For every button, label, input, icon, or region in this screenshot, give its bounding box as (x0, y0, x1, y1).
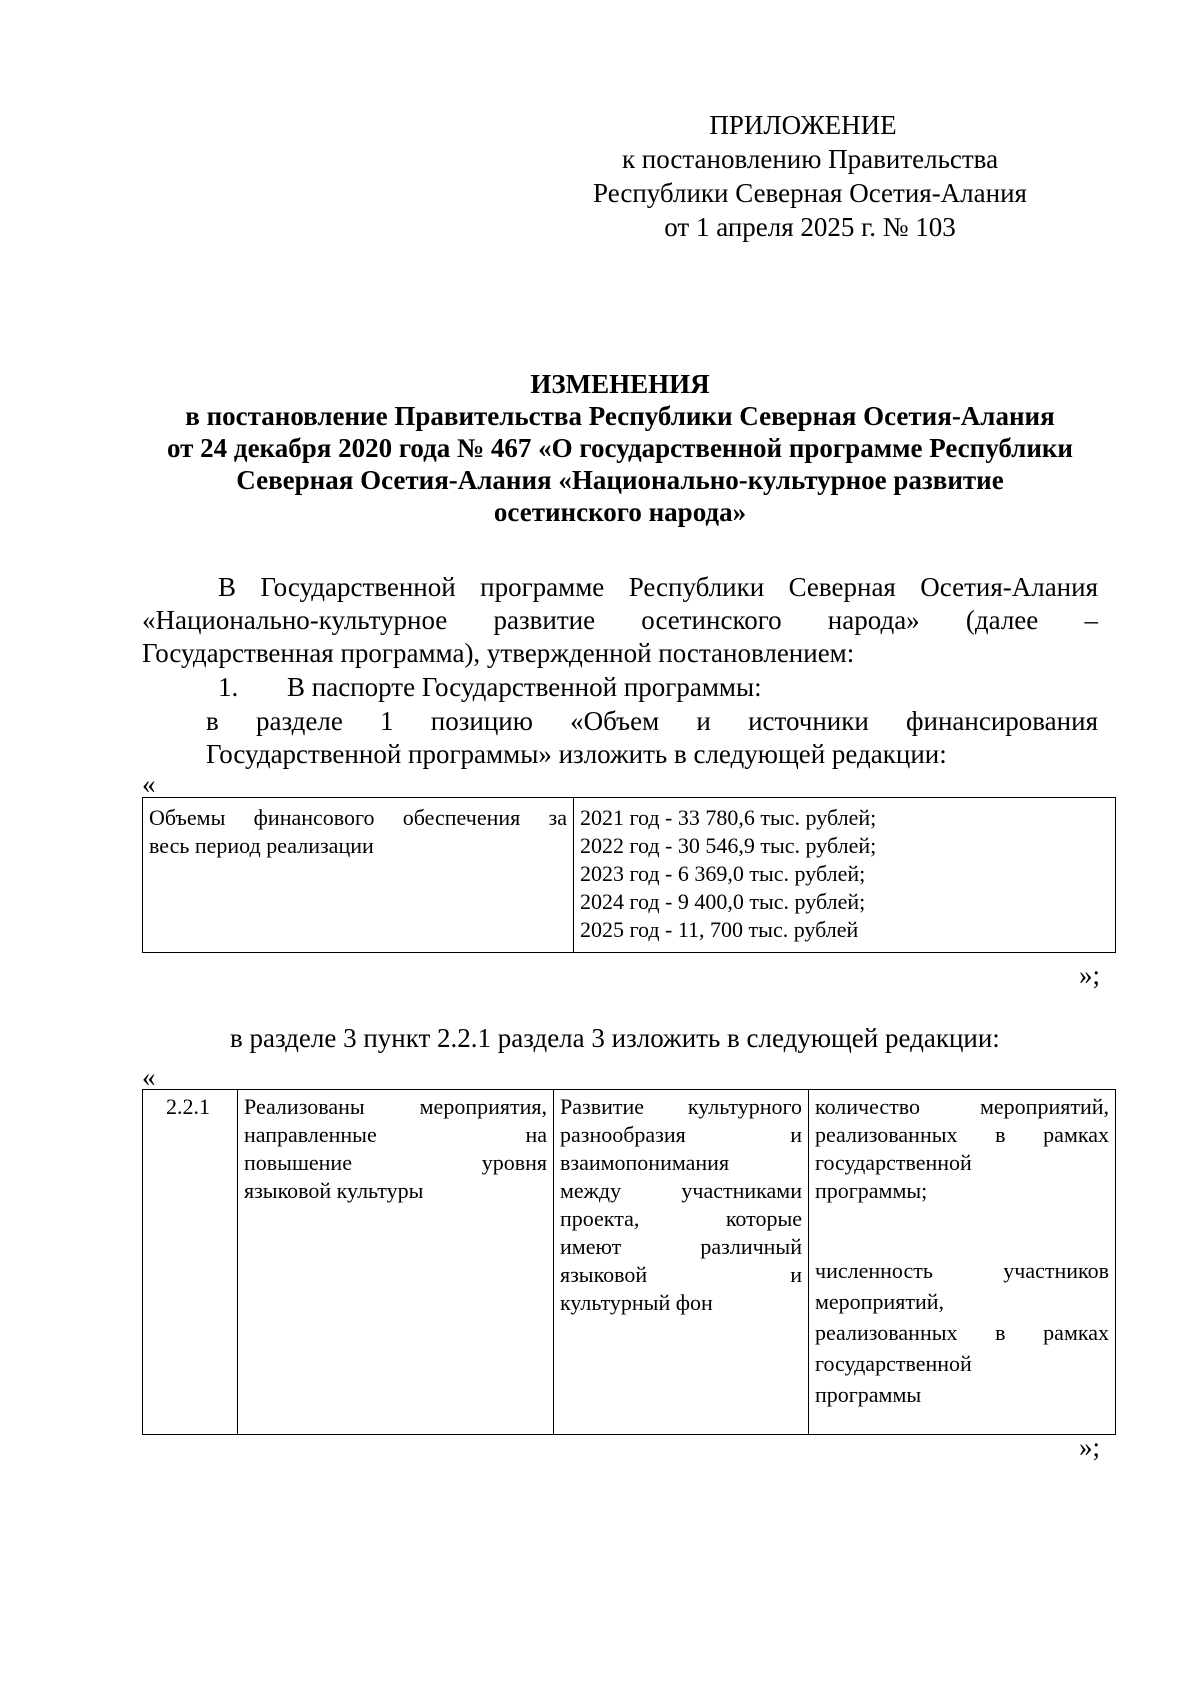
description-line-4: языковой культуры (244, 1178, 424, 1203)
intro-line-1: В Государственной программе Республики Северная Осетия-Алания (218, 572, 1098, 602)
appendix-line-1: к постановлению Правительства (621, 144, 999, 174)
appendix-block (560, 108, 1060, 244)
opening-quote-1: « (142, 769, 156, 799)
item-1-text: В паспорте Государственной программы: (287, 672, 762, 702)
description-line-3: повышение уровня (244, 1150, 547, 1175)
financing-values-cell (574, 798, 1116, 953)
heading-line-1: в постановление Правительства Республики Северная Осетия-Алания (185, 401, 1055, 431)
goal-line-2: разнообразия и (560, 1122, 802, 1147)
goal-line-4: между участниками (560, 1178, 802, 1203)
intro-paragraph (142, 571, 1098, 670)
indicator1-line-4: программы; (815, 1178, 928, 1203)
indicator-description-cell (238, 1090, 554, 1435)
heading-line-4: осетинского народа» (493, 497, 747, 527)
item-1-sub-line-1: в разделе 1 позицию «Объем и источники финансирования (206, 706, 1098, 736)
item-1-subparagraph (142, 705, 1098, 771)
item-1 (142, 671, 1098, 704)
goal-line-6: имеют различный (560, 1234, 802, 1259)
indicator1-line-3: государственной (815, 1150, 972, 1175)
opening-quote-2: « (142, 1062, 156, 1092)
financing-value-2024: 2024 год - 9 400,0 тыс. рублей; (580, 889, 866, 914)
description-line-2: направленные на (244, 1122, 547, 1147)
item-1-number: 1. (218, 672, 239, 702)
financing-table (142, 797, 1116, 953)
item-1-sub-line-2: Государственной программы» изложить в следующей редакции: (206, 739, 947, 769)
intro-line-2: «Национально-культурное развитие осетинского народа» (далее – (142, 605, 1098, 635)
appendix-line-2: Республики Северная Осетия-Алания (593, 178, 1027, 208)
financing-value-2025: 2025 год - 11, 700 тыс. рублей (580, 917, 859, 942)
appendix-title: ПРИЛОЖЕНИЕ (709, 110, 897, 140)
financing-label-line-2: весь период реализации (149, 833, 374, 858)
description-line-1: Реализованы мероприятия, (244, 1094, 547, 1119)
financing-label-cell (143, 798, 574, 953)
intro-line-3: Государственная программа), утвержденной постановлением: (142, 638, 855, 668)
heading-line-2: от 24 декабря 2020 года № 467 «О государственной программе Республики (167, 433, 1073, 463)
goal-line-7: языковой и (560, 1262, 802, 1287)
indicator2-line-1: численность участников (815, 1258, 1109, 1283)
goal-line-1: Развитие культурного (560, 1094, 802, 1119)
indicator-spacer (815, 1205, 1109, 1255)
financing-value-2022: 2022 год - 30 546,9 тыс. рублей; (580, 833, 877, 858)
financing-value-2023: 2023 год - 6 369,0 тыс. рублей; (580, 861, 866, 886)
goal-line-8: культурный фон (560, 1290, 713, 1315)
closing-quote-1: »; (1078, 960, 1100, 990)
indicator1-line-2: реализованных в рамках (815, 1122, 1109, 1147)
indicator-number-cell: 2.2.1 (143, 1090, 238, 1435)
appendix-line-3: от 1 апреля 2025 г. № 103 (664, 212, 956, 242)
indicator2-line-3: реализованных в рамках (815, 1320, 1109, 1345)
table-row (143, 798, 1116, 953)
goal-line-5: проекта, которые (560, 1206, 802, 1231)
indicator2-line-4: государственной (815, 1351, 972, 1376)
table-row (143, 1090, 1116, 1435)
goal-line-3: взаимопонимания (560, 1150, 730, 1175)
item-2: в разделе 3 пункт 2.2.1 раздела 3 изложить в следующей редакции: (230, 1023, 1000, 1053)
indicator2-line-2: мероприятий, (815, 1289, 945, 1314)
financing-value-2021: 2021 год - 33 780,6 тыс. рублей; (580, 805, 877, 830)
indicator-measure-cell (809, 1090, 1116, 1435)
indicator-goal-cell (554, 1090, 809, 1435)
indicator2-line-5: программы (815, 1382, 922, 1407)
closing-quote-2: »; (1078, 1432, 1100, 1462)
heading-title: ИЗМЕНЕНИЯ (530, 369, 710, 399)
heading-line-3: Северная Осетия-Алания «Национально-культурное развитие (236, 465, 1004, 495)
indicator-table (142, 1089, 1116, 1435)
financing-label-line-1: Объемы финансового обеспечения за (149, 805, 567, 830)
indicator1-line-1: количество мероприятий, (815, 1094, 1109, 1119)
document-heading (130, 368, 1110, 528)
